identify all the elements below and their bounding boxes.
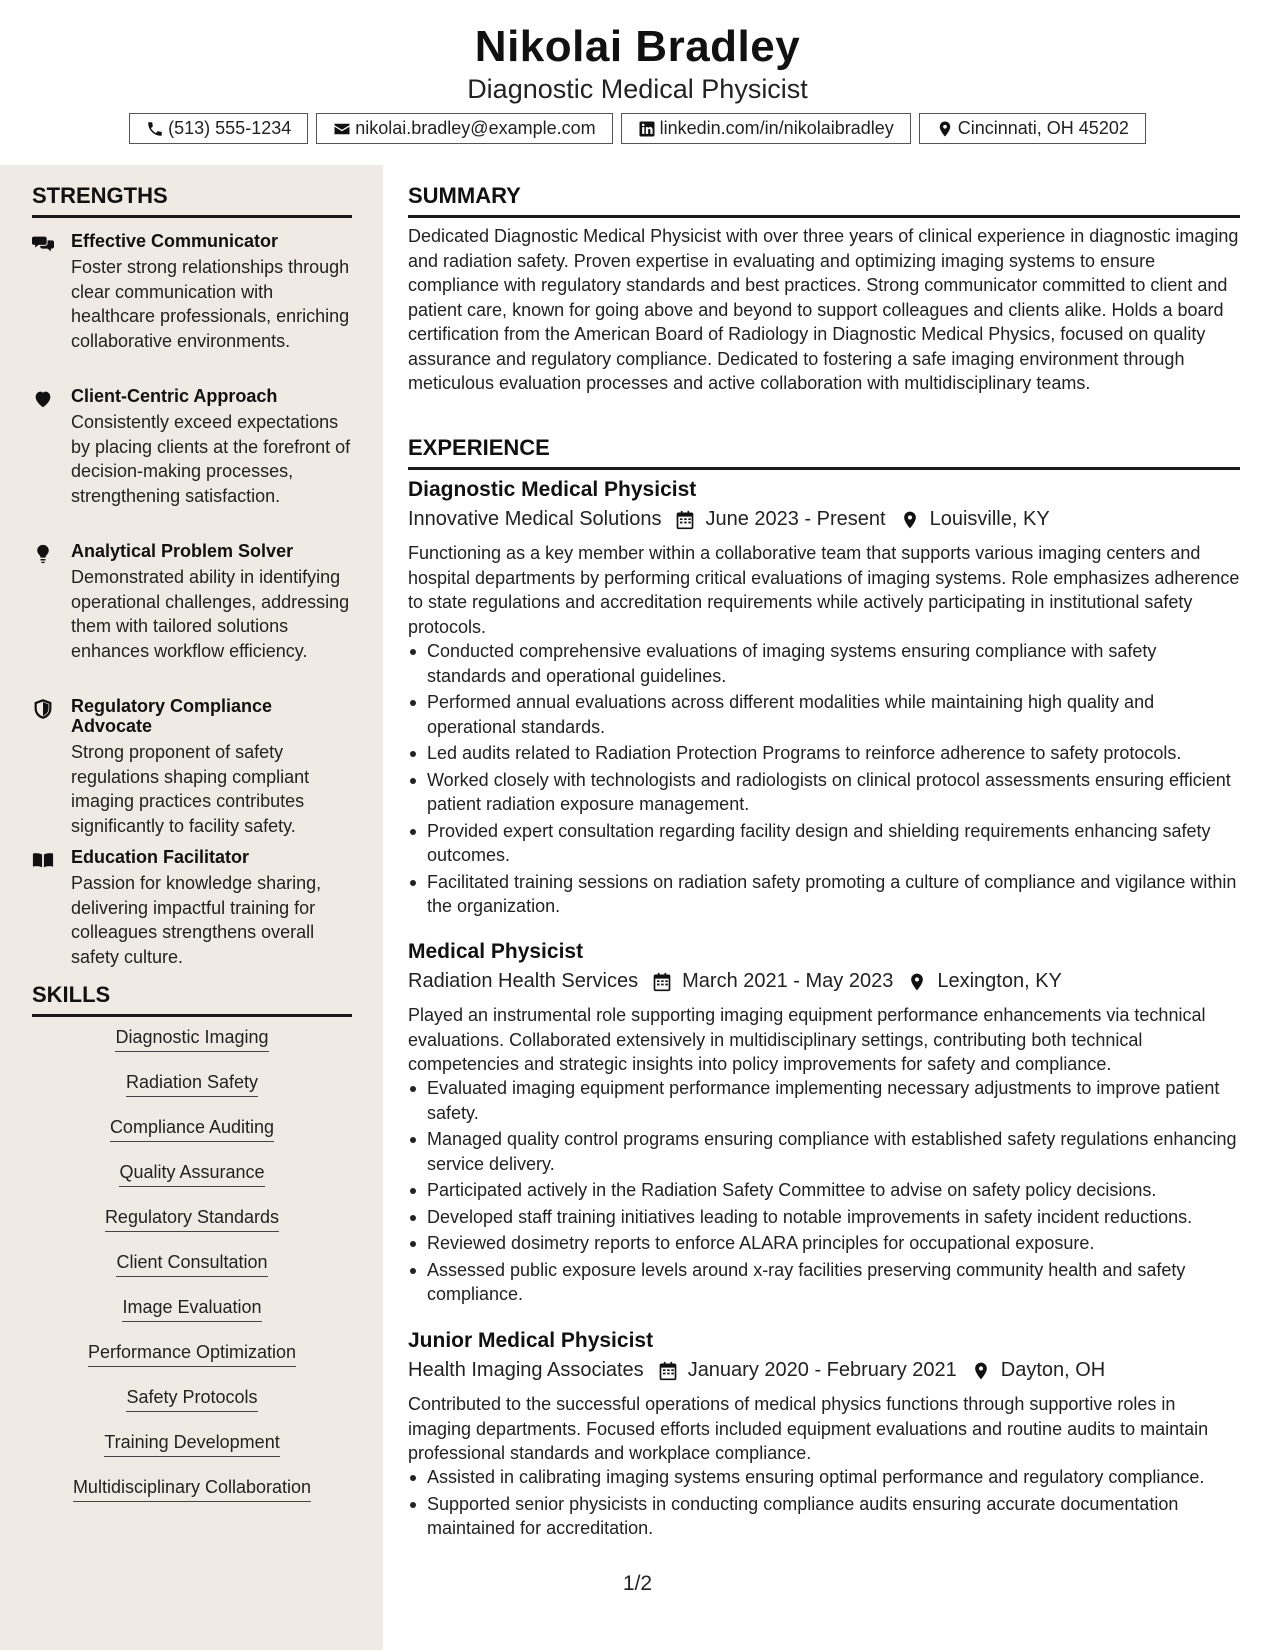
job-dates: January 2020 - February 2021 (687, 1359, 957, 1381)
skill-label: Client Consultation (116, 1252, 267, 1277)
summary-heading: SUMMARY (408, 183, 1240, 218)
summary-text: Dedicated Diagnostic Medical Physicist with over three years of clinical experience in diagnostic imaging and radiation safety. Proven expertise in evaluating and optimizing imaging systems to ensure compliance with regulatory standards and best practices. Strong communicator committed to client and patient care, known for going above and beyond to support colleagues and clients alike. Holds a board certification from the American Board of Radiology in Diagnostic Medical Physics, focused on quality assurance and regulatory compliance. Dedicated to fostering a safe imaging environment through meticulous evaluation processes and active collaboration with multidisciplinary teams. (408, 226, 1239, 393)
skill-label: Multidisciplinary Collaboration (73, 1477, 311, 1502)
job-dates: June 2023 - Present (705, 508, 886, 530)
job-description: Contributed to the successful operations of medical physics functions through supportive roles in imaging departments. Focused efforts included equipment evaluations and routine audits to maintain professional standards and workplace compliance. (408, 1394, 1209, 1463)
shield-icon (32, 698, 54, 720)
strengths-section (32, 183, 352, 218)
job-description: Functioning as a key member within a collaborative team that supports various imaging centers and hospital departments by performing critical evaluations of imaging systems. Role emphasizes adherence to state regulations and accreditation requirements while actively participating in institutional safety protocols. (408, 543, 1240, 637)
phone-icon (146, 120, 164, 138)
skill-tag (32, 1162, 352, 1187)
skill-label: Compliance Auditing (110, 1117, 274, 1142)
skill-tag (32, 1432, 352, 1457)
list-item: Participated actively in the Radiation Safety Committee to advise on safety policy decisions. (408, 1178, 1240, 1203)
skill-label: Radiation Safety (126, 1072, 258, 1097)
job-dates: March 2021 - May 2023 (682, 970, 894, 992)
candidate-title: Diagnostic Medical Physicist (467, 74, 808, 104)
location-text: Cincinnati, OH 45202 (957, 118, 1129, 138)
list-item: Supported senior physicists in conducting compliance audits ensuring accurate documentation maintained for accreditation. (408, 1492, 1240, 1541)
list-item: Assisted in calibrating imaging systems ensuring optimal performance and regulatory compliance. (408, 1465, 1240, 1490)
strength-title: Education Facilitator (71, 847, 250, 867)
phone-text: (513) 555-1234 (168, 118, 292, 138)
strengths-list (32, 231, 352, 971)
summary-section (408, 183, 1240, 218)
job-meta (408, 970, 1062, 993)
strength-title: Effective Communicator (71, 231, 279, 251)
strength-title: Regulatory Compliance Advocate (71, 696, 273, 736)
contact-bar (0, 113, 1275, 144)
skill-label: Regulatory Standards (105, 1207, 279, 1232)
job-bullets (408, 1465, 1240, 1543)
list-item: Managed quality control programs ensuring compliance with established safety regulations enhancing service delivery. (408, 1127, 1240, 1176)
calendar-icon (658, 1361, 678, 1381)
experience-section (408, 435, 1240, 470)
map-pin-icon (971, 1361, 991, 1381)
resume-header (0, 0, 1275, 165)
strength-title: Client-Centric Approach (71, 386, 278, 406)
comments-icon (32, 233, 54, 255)
job-location: Dayton, OH (1000, 1359, 1106, 1381)
job-meta (408, 1359, 1105, 1382)
sidebar (0, 165, 383, 1650)
skill-label: Diagnostic Imaging (115, 1027, 268, 1052)
list-item: Evaluated imaging equipment performance implementing necessary adjustments to improve patient safety. (408, 1076, 1240, 1125)
list-item: Conducted comprehensive evaluations of imaging systems ensuring compliance with safety standards and operational guidelines. (408, 639, 1240, 688)
envelope-icon (333, 120, 351, 138)
experience-heading: EXPERIENCE (408, 435, 1240, 470)
job-company: Innovative Medical Solutions (408, 508, 662, 530)
map-pin-icon (907, 972, 927, 992)
job-description: Played an instrumental role supporting imaging equipment performance enhancements via technical evaluations. Collaborated extensively in multidisciplinary settings, contributing both technical competencies and strategic insights into policy improvements for safety and compliance. (408, 1005, 1206, 1074)
skill-tag (32, 1027, 352, 1052)
contact-email[interactable] (316, 113, 612, 144)
skill-tag (32, 1297, 352, 1322)
heart-icon (32, 388, 54, 410)
job-company: Radiation Health Services (408, 970, 639, 992)
skill-label: Performance Optimization (88, 1342, 296, 1367)
list-item: Worked closely with technologists and radiologists on clinical protocol assessments ensuring efficient patient radiation exposure management. (408, 768, 1240, 817)
contact-phone[interactable] (129, 113, 308, 144)
skill-tag (32, 1477, 352, 1502)
skill-tag (32, 1252, 352, 1277)
skill-label: Quality Assurance (119, 1162, 264, 1187)
page-number (0, 1572, 1275, 1596)
strength-desc: Consistently exceed expectations by placing clients at the forefront of decision-making processes, strengthening satisfaction. (71, 412, 351, 506)
job-location: Louisville, KY (929, 508, 1050, 530)
strength-title: Analytical Problem Solver (71, 541, 294, 561)
calendar-icon (675, 510, 695, 530)
job-title: Medical Physicist (408, 940, 584, 963)
list-item: Led audits related to Radiation Protection Programs to reinforce adherence to safety protocols. (408, 741, 1240, 766)
skill-label: Training Development (104, 1432, 279, 1457)
linkedin-icon (638, 120, 656, 138)
job-meta (408, 508, 1050, 531)
list-item: Reviewed dosimetry reports to enforce ALARA principles for occupational exposure. (408, 1231, 1240, 1256)
map-pin-icon (900, 510, 920, 530)
strength-desc: Demonstrated ability in identifying operational challenges, addressing them with tailored solutions enhances workflow efficiency. (71, 567, 350, 661)
map-pin-icon (936, 120, 954, 138)
job-title: Junior Medical Physicist (408, 1329, 654, 1352)
skills-section (32, 982, 352, 1017)
linkedin-text: linkedin.com/in/nikolaibradley (659, 118, 894, 138)
strength-desc: Strong proponent of safety regulations shaping compliant imaging practices contributes significantly to facility safety. (71, 742, 310, 836)
strength-desc: Foster strong relationships through clear communication with healthcare professionals, enriching collaborative environments. (71, 257, 350, 351)
email-text: nikolai.bradley@example.com (355, 118, 596, 138)
calendar-icon (652, 972, 672, 992)
candidate-name: Nikolai Bradley (474, 22, 801, 71)
list-item: Facilitated training sessions on radiation safety promoting a culture of compliance and vigilance within the organization. (408, 870, 1240, 919)
skill-tag (32, 1387, 352, 1412)
page-number-text: 1/2 (622, 1572, 653, 1595)
job-location: Lexington, KY (937, 970, 1062, 992)
skill-tag (32, 1342, 352, 1367)
lightbulb-icon (32, 543, 54, 565)
list-item: Developed staff training initiatives leading to notable improvements in safety incident reductions. (408, 1205, 1240, 1230)
skill-tag (32, 1207, 352, 1232)
list-item: Assessed public exposure levels around x-ray facilities preserving community health and safety compliance. (408, 1258, 1240, 1307)
skill-tag (32, 1072, 352, 1097)
job-company: Health Imaging Associates (408, 1359, 644, 1381)
list-item: Performed annual evaluations across different modalities while maintaining high quality and operational standards. (408, 690, 1240, 739)
skill-tag (32, 1117, 352, 1142)
book-icon (32, 849, 54, 871)
job-bullets (408, 639, 1240, 921)
contact-linkedin[interactable] (621, 113, 911, 144)
skill-label: Safety Protocols (126, 1387, 257, 1412)
strength-desc: Passion for knowledge sharing, delivering impactful training for colleagues strengthens overall safety culture. (71, 873, 322, 967)
skill-label: Image Evaluation (122, 1297, 261, 1322)
job-title: Diagnostic Medical Physicist (408, 478, 697, 501)
contact-location (919, 113, 1146, 144)
job-bullets (408, 1076, 1240, 1309)
list-item: Provided expert consultation regarding facility design and shielding requirements enhancing safety outcomes. (408, 819, 1240, 868)
strengths-heading: STRENGTHS (32, 183, 352, 218)
skills-heading: SKILLS (32, 982, 352, 1017)
